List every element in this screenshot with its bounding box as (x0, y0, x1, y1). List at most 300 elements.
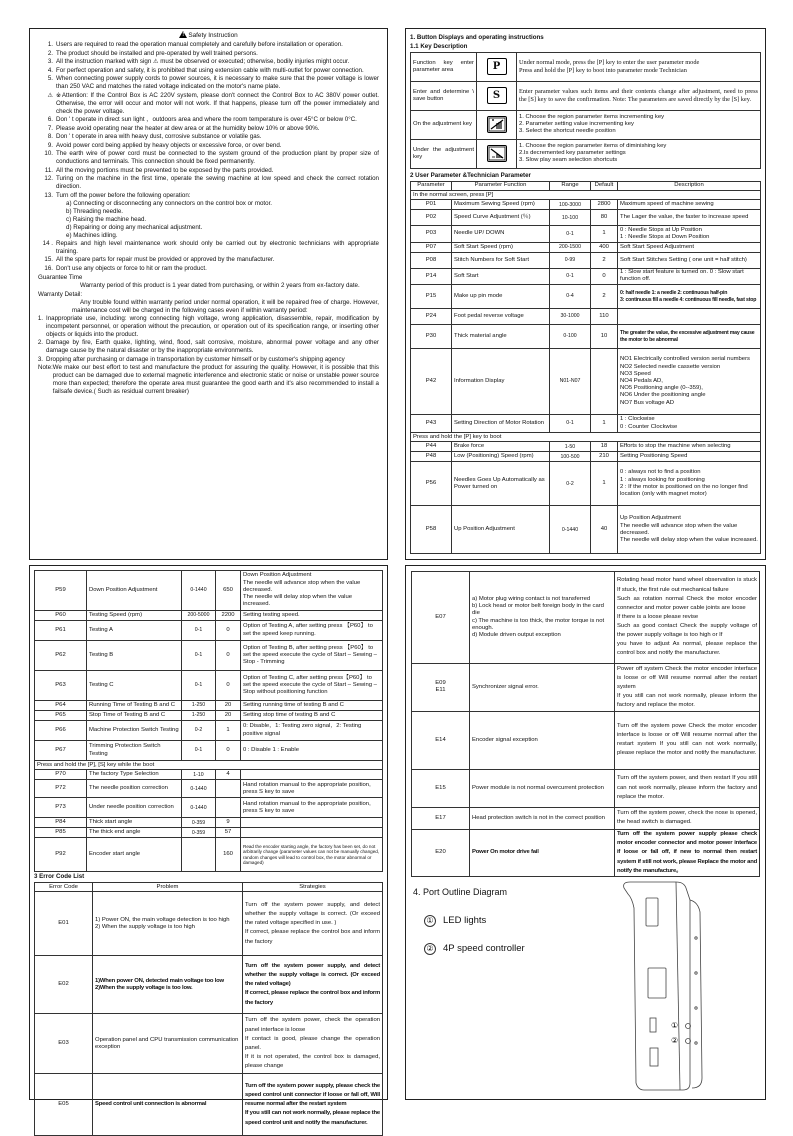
param-code: P48 (411, 452, 452, 462)
control-box-outline (606, 878, 746, 1093)
param-description: 0 : always not to find a position 1 : always looking for positioning 2 : If the motor is positioned on the no longer find location (only with magnet motor) (618, 462, 761, 506)
param-code: P73 (35, 798, 87, 818)
rule-text: All the instruction marked with sign ⚠ must be observed or executed; otherwise, bodily injuries might occur. (56, 58, 350, 66)
param-code: P15 (411, 285, 452, 309)
rule-text: Repairs and high level maintenance work should only be carried out by electronic technicians with appropriate training. (56, 240, 379, 255)
error-row-e07 (412, 572, 760, 664)
params-errors-panel (29, 565, 388, 1126)
param-range: 0-4 (550, 285, 591, 309)
params-header: Default (591, 181, 618, 190)
param-description: Option of Testing C, after setting press【P60】 to set the speed execute the cycle of Start – Sewing –Stop without positioning function (241, 671, 383, 701)
param-default (216, 780, 241, 798)
param-row-p73 (35, 798, 383, 818)
param-range: 0-2 (550, 462, 591, 506)
rule-item (38, 133, 379, 141)
p-key-icon: P (487, 58, 507, 75)
rule-text: Turing on the machine in the first time, operate the sewing machine at low speed and check the correct rotation direction. (56, 175, 379, 191)
safety-panel (29, 28, 388, 560)
key-desc-line: 3. Slow play seam selection shortcuts (519, 157, 618, 164)
param-description: The Lager the value, the faster to increase speed (618, 210, 761, 226)
param-default: 18 (591, 442, 618, 452)
params-table-2 (34, 570, 383, 872)
error-row-e09 (412, 664, 760, 712)
param-row-p64 (35, 701, 383, 711)
param-function: Testing Speed (rpm) (87, 611, 182, 621)
errors-section-title: 3 Error Code List (34, 873, 85, 881)
param-default: 9 (216, 818, 241, 828)
param-function: Needle UP/ DOWN (452, 226, 550, 242)
param-default: 0 (216, 671, 241, 701)
param-row-p92 (35, 838, 383, 872)
param-default: 40 (591, 506, 618, 554)
param-description (618, 309, 761, 325)
param-description (241, 770, 383, 780)
rule-number: 1. (37, 314, 43, 322)
section-note: Press and hold the [P] key to boot (411, 433, 761, 442)
param-range: 0-1 (550, 268, 591, 284)
rule-number: 5. (47, 75, 53, 83)
param-function: The needle position correction (87, 780, 182, 798)
param-range: 0-1440 (182, 798, 216, 818)
param-description: 1 : Clockwise 0 : Counter Clockwise (618, 415, 761, 433)
key-desc-line: 2.Is decremented key parameter settings (519, 150, 626, 157)
error-table-2 (411, 571, 760, 877)
param-function: Encoder start angle (87, 838, 182, 872)
legend-marker-2: ② (424, 943, 436, 955)
param-function: Speed Curve Adjustment (％) (452, 210, 550, 226)
error-row-e05 (35, 1074, 383, 1136)
error-code: E20 (412, 829, 470, 877)
param-row-p56 (411, 462, 761, 506)
params-section-title: 2 User Parameter &Technician Parameter (410, 171, 531, 179)
param-range: 0-1 (182, 741, 216, 761)
port-diagram-title: 4. Port Outline Diagram (413, 887, 508, 898)
key-desc-line: 1. Choose the region parameter items incrementing key (519, 114, 665, 121)
rule-text: Please avoid operating near the heater at dew area or at the humidity below 10% or above 90%. (56, 124, 320, 132)
error-code: E15 (412, 769, 470, 807)
error-code: E09 E11 (412, 664, 470, 712)
param-code: P84 (35, 818, 87, 828)
param-function: Trimming Protection Switch Testing (87, 741, 182, 761)
param-row-p44 (411, 442, 761, 452)
param-description: Option of Testing B, after setting press 【P60】 to set the speed execute the cycle of Start – Sewing –Stop - Trimming (241, 641, 383, 671)
param-description: Setting stop time of testing B and C (241, 711, 383, 721)
key-description-title: 1.1 Key Description (410, 42, 468, 50)
param-row-p43 (411, 415, 761, 433)
param-code: P62 (35, 641, 87, 671)
param-code: P65 (35, 711, 87, 721)
key-desc-line: Under normal mode, press the [P] key to enter the user parameter mode (519, 59, 700, 67)
rule-number: 10. (44, 150, 53, 158)
param-default: 1 (591, 226, 618, 242)
rule-number: 15. (44, 256, 53, 264)
warranty-text: Any trouble found within warranty period under normal operation, it will be repaired free of charge. However, maintenance cost will be charged in the following cases even if within warranty period: (72, 298, 379, 314)
key-row (411, 139, 761, 168)
error-header: Error Code (35, 883, 93, 892)
param-default: 2800 (591, 200, 618, 210)
param-row-p67 (35, 741, 383, 761)
buttons-section-title: 1. Button Displays and operating instructions (410, 34, 544, 41)
param-code: P63 (35, 671, 87, 701)
section-note: Press and hold the [P], [S] key while the boot (35, 761, 383, 770)
error-code: E01 (35, 892, 93, 956)
errors-port-panel (405, 565, 766, 1100)
error-header: Problem (93, 883, 243, 892)
param-row-p03 (411, 226, 761, 242)
sub-item: b) Threading needle. (66, 208, 123, 216)
error-table (34, 882, 383, 1136)
param-range: 0-1 (550, 415, 591, 433)
rule-item (28, 339, 379, 355)
error-row-e03 (35, 1014, 383, 1074)
rule-item (38, 265, 379, 273)
rule-number: ⚠ (47, 91, 53, 99)
buttons-params-panel (405, 28, 766, 560)
param-function: Stitch Numbers for Soft Start (452, 252, 550, 268)
param-code: P64 (35, 701, 87, 711)
error-code: E07 (412, 572, 470, 664)
param-description: Soft Start Speed Adjustment (618, 242, 761, 252)
error-problem: Encoder signal exception (470, 711, 615, 769)
param-row-p58 (411, 506, 761, 554)
param-default: 2200 (216, 611, 241, 621)
param-description: Up Position Adjustment The needle will advance stop when the value decreased. The needle will delay stop when the value increased. (618, 506, 761, 554)
rule-item (38, 75, 379, 91)
key-name: Under the adjustment key (411, 139, 477, 168)
error-strategy: Turn off the system power, check the operation panel interface is loose If contact is good, please change the operation panel. If it is not operated, the control box is damaged, please change (243, 1014, 383, 1074)
param-code: P66 (35, 721, 87, 741)
key-table (410, 52, 761, 169)
safety-title: !Safety Instruction (38, 31, 379, 40)
rule-number: 13. (44, 191, 53, 199)
error-header: Strategies (243, 883, 383, 892)
rule-number: 4. (47, 66, 53, 74)
error-code: E17 (412, 807, 470, 829)
param-function: Setting Direction of Motor Rotation (452, 415, 550, 433)
error-code: E05 (35, 1074, 93, 1136)
param-range: 0-1440 (182, 780, 216, 798)
error-code: E14 (412, 711, 470, 769)
rule-item (38, 192, 379, 200)
param-default: 110 (591, 309, 618, 325)
key-name: On the adjustment key (411, 110, 477, 139)
rule-item (38, 150, 379, 166)
param-range: N01-N07 (550, 349, 591, 415)
key-name: Enter and determine \ save button (411, 81, 477, 110)
key-desc-line: Press and hold the [P] key to boot into parameter mode Technician (519, 66, 687, 74)
rule-item (38, 92, 379, 116)
error-strategy: Power off system Check the motor encoder interface is loose or off Will resume normal after the restart system If you still can not work normally, please inform the factory and replace the motor. (615, 664, 760, 712)
rule-text: All the moving portions must be prevented to be exposed by the parts provided. (56, 166, 274, 174)
rule-text: Damage by fire, Earth quake, lighting, wind, flood, salt corrosive, moisture, abnormal power voltage and any other damage cause by the natural disaster or by the inappropriate environments. (46, 339, 379, 354)
param-row-p66 (35, 721, 383, 741)
param-row-p24 (411, 309, 761, 325)
rule-text: Don't use any objects or force to hit or ram the product. (56, 265, 207, 272)
param-code: P72 (35, 780, 87, 798)
rule-text: Users are required to read the operation manual completely and carefully before installation or operation. (56, 41, 343, 49)
param-row-p02 (411, 210, 761, 226)
key-desc (517, 110, 761, 139)
rule-item (38, 167, 379, 175)
guarantee-title: Guarantee Time (38, 273, 83, 281)
param-row-p62 (35, 641, 383, 671)
rule-number: 3. (47, 58, 53, 66)
param-function: Brake force (452, 442, 550, 452)
param-function: Make up pin mode (452, 285, 550, 309)
diagram-marker-1: ① (671, 1021, 679, 1030)
param-row-p15 (411, 285, 761, 309)
params-table (410, 181, 761, 554)
param-function: Testing A (87, 621, 182, 641)
rule-text: Dropping after purchasing or damage in transportation by customer himself or by customer's shipping agency (46, 355, 345, 363)
param-code: P43 (411, 415, 452, 433)
param-function: Information Display (452, 349, 550, 415)
param-code: P56 (411, 462, 452, 506)
error-problem: Operation panel and CPU transmission communication exception (93, 1014, 243, 1074)
rule-number: 9. (47, 141, 53, 149)
param-function: Foot pedal reverse voltage (452, 309, 550, 325)
param-default: 2 (591, 285, 618, 309)
rule-item (38, 41, 379, 49)
param-range: 1-50 (550, 442, 591, 452)
error-row-e01 (35, 892, 383, 956)
param-description: Maximum speed of machine sewing (618, 200, 761, 210)
error-problem: a) Motor plug wiring contact is not transferred b) Lock head or motor belt foreign body in the card die c) The machine is too thick, the motor torque is not enough. d) Module driven output exception (470, 572, 615, 664)
param-range: 0-100 (550, 325, 591, 349)
params-header: Description (618, 181, 761, 190)
rule-text: Avoid power cord being applied by heavy objects or excessive force, or over bend. (56, 141, 282, 149)
param-description: 0 : Disable 1 : Enable (241, 741, 383, 761)
param-description: Soft Start Stitches Setting ( one unit = half stitch) (618, 252, 761, 268)
param-default: 1 (591, 415, 618, 433)
legend-led-label: LED lights (443, 914, 487, 926)
param-function: Thick material angle (452, 325, 550, 349)
error-row-e14 (412, 711, 760, 769)
rule-item (38, 125, 379, 133)
param-function: Machine Protection Switch Testing (87, 721, 182, 741)
param-range: 0-1 (550, 226, 591, 242)
error-strategy: Turn off the system power, and then restart If you still can not work normally, please inform the factory and replace the motor. (615, 769, 760, 807)
param-row-p01 (411, 200, 761, 210)
rule-text: Turn off the power before the following operation: (56, 191, 191, 199)
warning-icon (179, 31, 187, 38)
param-default: 0 (216, 741, 241, 761)
param-code: P02 (411, 210, 452, 226)
param-function: Down Position Adjustment (87, 571, 182, 611)
error-problem: 1)When power ON, detected main voltage too low 2)When the supply voltage is too low. (93, 956, 243, 1014)
param-default: 0 (216, 621, 241, 641)
rule-item (38, 58, 379, 66)
error-strategy: Turn off the system powe Check the motor encoder interface is loose or off Will resume normal after the restart system If you still can not work normally, please replace the motor and notify the manufacturer. (615, 711, 760, 769)
key-row (411, 81, 761, 110)
key-desc-line: Enter parameter values such items and their contents change after adjustment, need to press the [S] key to save the confirmation. Note: The parameters are saved directly by the [S] key. (519, 88, 758, 103)
legend-marker-1: ① (424, 915, 436, 927)
param-code: P61 (35, 621, 87, 641)
rule-number: 16. (44, 265, 53, 272)
param-function: Stop Time of Testing B and C (87, 711, 182, 721)
param-code: P70 (35, 770, 87, 780)
param-description: Efforts to stop the machine when selecting (618, 442, 761, 452)
rule-text: ※Attention: If the Control Box is AC 220V system, please don't connect the Control Box to AC 380V power outlet. Otherwise, the error will occur and motor will not work. If that happens, please turn off the power immediately and check the power voltage. (56, 91, 379, 115)
key-desc (517, 52, 761, 81)
param-range: 0-2 (182, 721, 216, 741)
error-row-e20 (412, 829, 760, 877)
rule-item (38, 116, 379, 124)
down-key-icon (487, 145, 507, 162)
sub-item: d) Repairing or doing any mechanical adjustment. (66, 224, 203, 232)
key-icon-cell (477, 139, 517, 168)
param-code: P67 (35, 741, 87, 761)
param-description: Down Position Adjustment The needle will advance stop when the value decreased. The needle will delay stop when the value increased. (241, 571, 383, 611)
params-header: Range (550, 181, 591, 190)
param-default: 160 (216, 838, 241, 872)
param-function: Up Position Adjustment (452, 506, 550, 554)
param-code: P30 (411, 325, 452, 349)
param-function: Thick start angle (87, 818, 182, 828)
error-problem: Head protection switch is not in the correct position (470, 807, 615, 829)
error-problem: Power module is not normal overcurrent protection (470, 769, 615, 807)
safety-list (38, 41, 379, 200)
param-row-p30 (411, 325, 761, 349)
sub-item: e) Machines idling. (66, 232, 118, 240)
error-problem: 1) Power ON, the main voltage detection is too high 2) When the supply voltage is too high (93, 892, 243, 956)
rule-number: 11. (44, 166, 53, 174)
param-range: 0-1 (182, 641, 216, 671)
rule-number: 2. (37, 339, 43, 347)
key-desc-line: 2. Parameter setting value incrementing key (519, 121, 634, 128)
warranty-title: Warranty Detail: (38, 290, 83, 298)
param-code: P85 (35, 828, 87, 838)
note-text: We make our best effort to test and manufacture the product for assuring the quality. However, it is possible that this product can be damaged due to external magnetic interference and electronic static or noise or unstable power source more than expected; therefore the operate area must guarantee the good earth and it's also recommended to install a failsafe device.( Such as residual current breaker) (52, 364, 379, 395)
param-code: P59 (35, 571, 87, 611)
param-range: 30-1000 (550, 309, 591, 325)
param-range: 10-100 (550, 210, 591, 226)
param-range: 1-250 (182, 711, 216, 721)
param-code: P60 (35, 611, 87, 621)
param-function: Low (Positioning) Speed (rpm) (452, 452, 550, 462)
param-row-p08 (411, 252, 761, 268)
param-default: 0 (591, 268, 618, 284)
param-description: 0: Disable，1: Testing zero signal，2: Testing positive signal (241, 721, 383, 741)
param-function: Maximum Sewing Speed (rpm) (452, 200, 550, 210)
error-strategy: Turn off the system power supply please check motor encoder connector and motor power interface if loose or fall off, if new to normal then restart system if still not work, please Replace the motor and notify the manufacture。 (615, 829, 760, 877)
param-description: Setting running time of testing B and C (241, 701, 383, 711)
param-range: 100-500 (550, 452, 591, 462)
warranty-cases (28, 315, 379, 364)
param-function: Soft Start (452, 268, 550, 284)
param-description (241, 828, 383, 838)
param-description: Option of Testing A, after setting press 【P60】 to set the speed keep running. (241, 621, 383, 641)
rule-number: 7. (47, 124, 53, 132)
error-row-e17 (412, 807, 760, 829)
error-strategy: Turn off the system power supply, and detect whether the supply voltage is correct. (Or exceed the rated voltage) If correct, please replace the control box and inform the factory (243, 956, 383, 1014)
param-range: 0-359 (182, 828, 216, 838)
section-note-row (35, 761, 383, 770)
param-default: 400 (591, 242, 618, 252)
param-code: P92 (35, 838, 87, 872)
rule-text: For perfect operation and safety, it is prohibited that using extension cable with multi-outlet for power connection. (56, 66, 364, 74)
params-header: Parameter Function (452, 181, 550, 190)
up-key-icon (487, 116, 507, 133)
rule-item (38, 256, 379, 264)
error-problem: Speed control unit connection is abnormal (93, 1074, 243, 1136)
param-row-p61 (35, 621, 383, 641)
param-range (182, 838, 216, 872)
param-default: 4 (216, 770, 241, 780)
param-code: P01 (411, 200, 452, 210)
param-description: Read the encoder starting angle, the factory has been set, do not arbitrarily change (parameter values can not be manually changed, random changes will lead to control box, the motor abnormal or damaged) (241, 838, 383, 872)
error-row-e15 (412, 769, 760, 807)
param-description (241, 818, 383, 828)
error-strategy: Rotating head motor hand wheel observation is stuck If stuck, the first rule out mechanical failure Such as rotation normal Check the motor encoder connector and motor power cable joints are loose If there is a loose please revise Such as good contact Check the supply voltage of the power supply voltage is too high or If you have to adjust As normal, please replace the control box and notify the manufacturer. (615, 572, 760, 664)
param-row-p07 (411, 242, 761, 252)
rule-item (38, 240, 379, 256)
param-default: 650 (216, 571, 241, 611)
param-default: 10 (591, 325, 618, 349)
params-header: Parameter (411, 181, 452, 190)
param-row-p72 (35, 780, 383, 798)
param-function: Running Time of Testing B and C (87, 701, 182, 711)
key-row (411, 110, 761, 139)
key-desc (517, 139, 761, 168)
param-default: 80 (591, 210, 618, 226)
param-function: The thick end angle (87, 828, 182, 838)
sub-list-13 (38, 200, 379, 240)
rule-item (38, 50, 379, 58)
param-row-p14 (411, 268, 761, 284)
note-label: Note: (38, 364, 53, 372)
sub-item: a) Connecting or disconnecting any connectors on the control box or motor. (66, 200, 273, 208)
param-range: 1-250 (182, 701, 216, 711)
guarantee-text: Warranty period of this product is 1 year dated from purchasing, or within 2 years from ex-factory date. (80, 281, 360, 289)
error-problem: Power On motor drive fail (470, 829, 615, 877)
key-desc (517, 81, 761, 110)
error-strategy: Turn off the system power, check the nose is opened, the head switch is damaged. (615, 807, 760, 829)
rule-text: Inappropriate use, including: wrong connecting high voltage, wrong application, disassemble, repair, modification by incompetent personnel, or operation without the precaution, or operation out of its specification range, or inserting other objects or liquids into the product. (46, 314, 379, 338)
param-function: Soft Start Speed (rpm) (452, 242, 550, 252)
param-description: The greater the value, the excessive adjustment may cause the motor to be abnormal (618, 325, 761, 349)
rule-item (38, 175, 379, 191)
rule-number: 12. (44, 175, 53, 183)
rule-number: 6. (47, 116, 53, 124)
param-description: 0 : Needle Stops at Up Position 1 : Needle Stops at Down Position (618, 226, 761, 242)
param-code: P44 (411, 442, 452, 452)
param-range: 200-5000 (182, 611, 216, 621)
param-code: P07 (411, 242, 452, 252)
param-function: The factory Type Selection (87, 770, 182, 780)
rule-item (38, 142, 379, 150)
param-default: 57 (216, 828, 241, 838)
param-range: 1-10 (182, 770, 216, 780)
param-row-p85 (35, 828, 383, 838)
param-default: 20 (216, 711, 241, 721)
param-row-p63 (35, 671, 383, 701)
param-default: 2 (591, 252, 618, 268)
rule-number: 1. (47, 41, 53, 49)
param-code: P08 (411, 252, 452, 268)
param-default: 210 (591, 452, 618, 462)
param-row-p59 (35, 571, 383, 611)
param-function: Testing C (87, 671, 182, 701)
s-key-icon: S (487, 87, 507, 104)
diagram-marker-2: ② (671, 1036, 679, 1045)
legend-speed-label: 4P speed controller (443, 943, 525, 955)
param-description: Hand rotation manual to the appropriate position, press S key to save (241, 780, 383, 798)
rule-number: 14 . (42, 240, 53, 247)
key-desc-line: 3. Select the shortcut needle position (519, 128, 616, 135)
param-row-p60 (35, 611, 383, 621)
rule-text: When connecting power supply cords to power sources, it is necessary to make sure that the power voltage is lower than 250 VAC and matches the rated voltage indicated on the motor's name plate. (56, 75, 379, 91)
